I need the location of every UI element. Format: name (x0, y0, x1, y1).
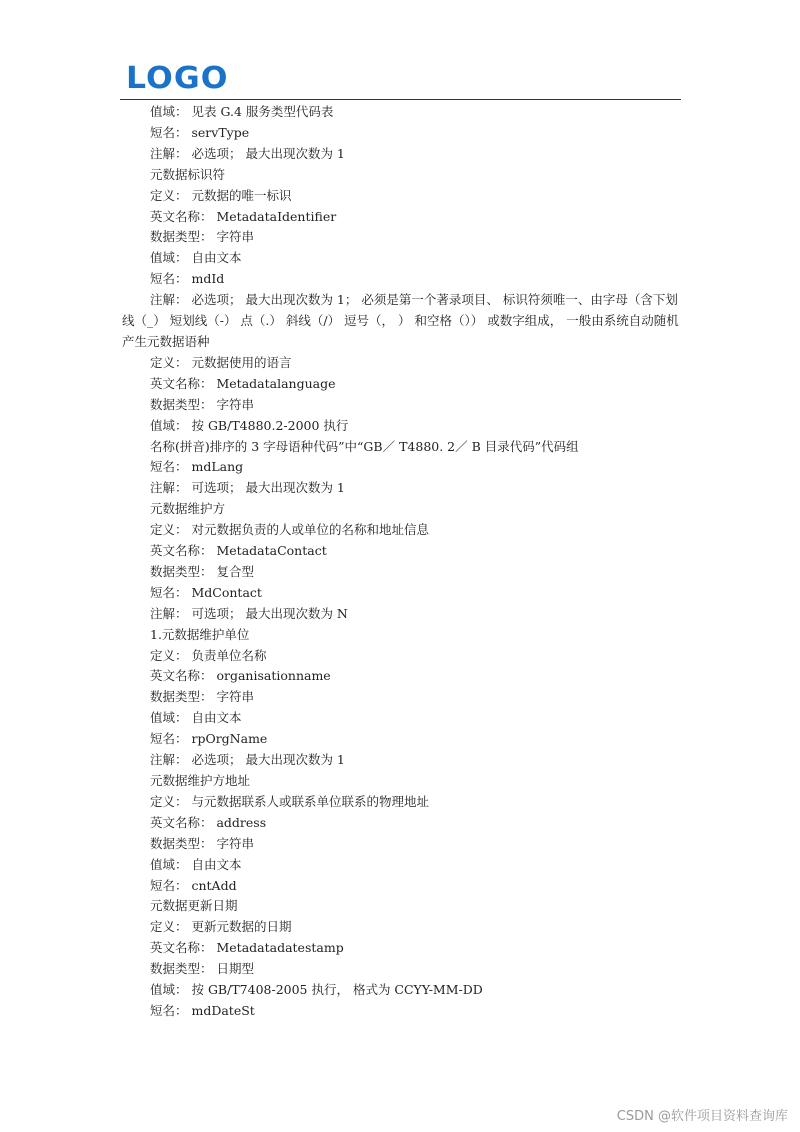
text-line: 定义： 负责单位名称 (150, 647, 267, 663)
text-line: 定义： 元数据的唯一标识 (150, 187, 292, 203)
text-line: 值域： 自由文本 (150, 250, 242, 266)
text-line: 注解： 必选项； 最大出现次数为 1 (150, 752, 345, 768)
text-line: 值域： 按 GB/T4880.2-2000 执行 (150, 417, 349, 433)
text-line: 英文名称： organisationname (150, 668, 331, 684)
text-line: 数据类型： 字符串 (150, 689, 254, 705)
text-line: 数据类型： 字符串 (150, 835, 254, 851)
logo: LOGO (126, 61, 229, 96)
text-line: 数据类型： 字符串 (150, 229, 254, 245)
text-line: 数据类型： 日期型 (150, 961, 254, 977)
entries-block-2 (122, 353, 688, 1022)
text-line: 元数据维护方地址 (150, 773, 251, 788)
text-line: 值域： 自由文本 (150, 856, 242, 872)
note-paragraph: 注解： 必选项； 最大出现次数为 1； 必须是第一个著录项目、 标识符须唯一、由字母（含下划线（_） 短划线（-） 点（.） 斜线（/） 逗号（， ） 和空格（）） 或数字组成， 一般由系统自动随机产生元数据语种 (122, 292, 679, 349)
text-line: 值域： 按 GB/T7408-2005 执行， 格式为 CCYY-MM-DD (150, 982, 483, 998)
text-line: 定义： 对元数据负责的人或单位的名称和地址信息 (150, 522, 429, 538)
text-line: 英文名称： MetadataIdentifier (150, 208, 337, 224)
text-line: 短名： MdContact (150, 584, 262, 600)
text-line: 数据类型： 复合型 (150, 563, 254, 579)
text-line: 短名： mdId (150, 271, 225, 287)
text-line: 英文名称： MetadataContact (150, 543, 327, 559)
text-line: 注解： 可选项； 最大出现次数为 N (150, 605, 348, 621)
entries-block-1 (122, 102, 688, 290)
header-divider (120, 99, 681, 100)
text-line: 值域： 见表 G.4 服务类型代码表 (150, 104, 334, 119)
text-line: 名称(拼音)排序的 3 字母语种代码”中“GB／ T4880. 2／ B 目录代码”代码组 (150, 438, 579, 454)
document-body (122, 102, 688, 1022)
text-line: 短名： servType (150, 124, 250, 140)
text-line: 注解： 可选项； 最大出现次数为 1 (150, 480, 345, 496)
text-line: 短名： mdDateSt (150, 1002, 255, 1018)
text-line: 数据类型： 字符串 (150, 396, 254, 412)
text-line: 英文名称： Metadatalanguage (150, 375, 336, 391)
text-line: 元数据标识符 (150, 166, 226, 182)
text-line: 定义： 与元数据联系人或联系单位联系的物理地址 (150, 793, 429, 809)
text-line: 1.元数据维护单位 (150, 626, 250, 642)
text-line: 元数据更新日期 (150, 898, 238, 914)
text-line: 短名： cntAdd (150, 877, 237, 893)
text-line: 定义： 元数据使用的语言 (150, 354, 292, 370)
text-line: 值域： 自由文本 (150, 710, 242, 726)
text-line: 元数据维护方 (150, 501, 226, 517)
text-line: 短名： mdLang (150, 459, 244, 475)
text-line: 定义： 更新元数据的日期 (150, 919, 292, 935)
text-line: 英文名称： Metadatadatestamp (150, 940, 344, 956)
text-line: 短名： rpOrgName (150, 731, 268, 747)
text-line: 注解： 必选项； 最大出现次数为 1 (150, 145, 345, 161)
footer-watermark: CSDN @软件项目资料查询库 (616, 1109, 788, 1124)
text-line: 英文名称： address (150, 814, 267, 830)
